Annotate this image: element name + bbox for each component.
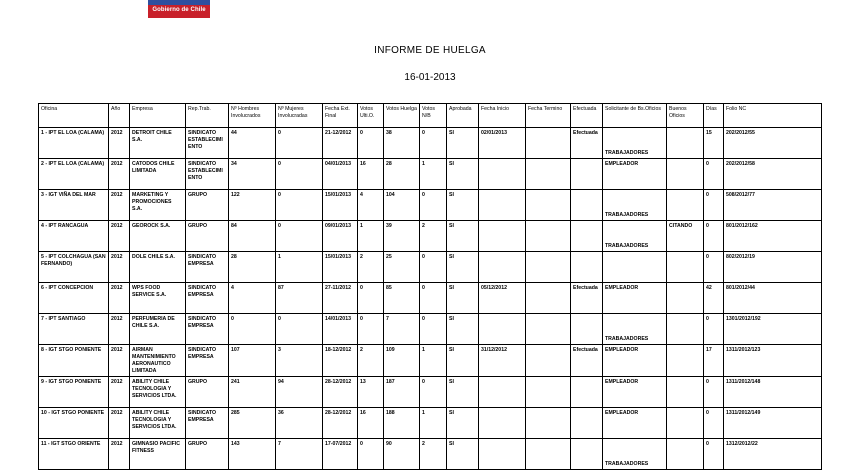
table-cell: 1311/2012/149 (724, 408, 822, 439)
table-cell: 0 (704, 439, 724, 470)
column-header: Buenos Oficios (667, 104, 704, 128)
table-cell (479, 408, 526, 439)
table-cell: 1 (420, 159, 447, 190)
table-cell (667, 159, 704, 190)
table-cell: 0 (704, 377, 724, 408)
table-cell: 2012 (109, 408, 130, 439)
table-cell: GRUPO (186, 377, 229, 408)
table-cell: 15/01/2013 (323, 252, 358, 283)
table-cell: TRABAJADORES (603, 221, 667, 252)
table-cell: 18-12/2012 (323, 345, 358, 377)
table-cell: GRUPO (186, 439, 229, 470)
table-cell: 0 (704, 314, 724, 345)
table-cell: SINDICATO EMPRESA (186, 283, 229, 314)
table-cell (571, 221, 603, 252)
table-cell: EMPLEADOR (603, 408, 667, 439)
column-header: Folio NC (724, 104, 822, 128)
gobierno-logo (148, 0, 210, 18)
table-cell: 2012 (109, 314, 130, 345)
column-header: Rep.Trab. (186, 104, 229, 128)
table-cell: 104 (384, 190, 420, 221)
table-cell (479, 159, 526, 190)
column-header: Año (109, 104, 130, 128)
table-cell (479, 439, 526, 470)
table-cell: 28-12/2012 (323, 377, 358, 408)
table-cell: 6 - IPT CONCEPCION (39, 283, 109, 314)
table-cell: SI (447, 221, 479, 252)
table-cell: 87 (276, 283, 323, 314)
table-row (39, 377, 822, 408)
table-cell: 0 (276, 221, 323, 252)
table-cell: 44 (229, 128, 276, 159)
table-cell: 1 (420, 345, 447, 377)
table-cell: 241 (229, 377, 276, 408)
table-cell: 202/2012/55 (724, 128, 822, 159)
table-cell: SINDICATO EMPRESA (186, 408, 229, 439)
table-cell: EMPLEADOR (603, 159, 667, 190)
column-header: Nº Hombres Involucrados (229, 104, 276, 128)
table-cell (526, 159, 571, 190)
table-cell: 188 (384, 408, 420, 439)
table-cell: GRUPO (186, 190, 229, 221)
table-cell: 8 - IGT STGO PONIENTE (39, 345, 109, 377)
table-cell: 11 - IGT STGO ORIENTE (39, 439, 109, 470)
table-row (39, 345, 822, 377)
table-cell: 107 (229, 345, 276, 377)
table-cell: 94 (276, 377, 323, 408)
table-cell (526, 408, 571, 439)
table-cell: 285 (229, 408, 276, 439)
table-cell: 17 (704, 345, 724, 377)
table-cell: 16 (358, 159, 384, 190)
table-cell: 0 (704, 221, 724, 252)
table-cell: 802/2012/19 (724, 252, 822, 283)
table-cell (667, 283, 704, 314)
table-cell: 0 (358, 128, 384, 159)
table-cell: 0 (276, 314, 323, 345)
table-cell: TRABAJADORES (603, 190, 667, 221)
table-cell: 508/2012/77 (724, 190, 822, 221)
table-cell (667, 314, 704, 345)
table-row (39, 190, 822, 221)
table-cell: ABILITY CHILE TECNOLOGIA Y SERVICIOS LTDA. (130, 408, 186, 439)
table-cell: 16 (358, 408, 384, 439)
table-cell: 109 (384, 345, 420, 377)
table-cell: 05/12/2012 (479, 283, 526, 314)
header-bar (0, 0, 860, 22)
column-header: Votos Huelga (384, 104, 420, 128)
table-cell: PERFUMERIA DE CHILE S.A. (130, 314, 186, 345)
table-cell (571, 314, 603, 345)
table-cell: 09/01/2013 (323, 221, 358, 252)
table-cell: 3 - IGT VIÑA DEL MAR (39, 190, 109, 221)
table-cell: 2012 (109, 283, 130, 314)
table-cell: SI (447, 128, 479, 159)
table-cell: 28 (384, 159, 420, 190)
table-cell: 0 (420, 283, 447, 314)
table-cell (479, 190, 526, 221)
table-cell: 0 (276, 128, 323, 159)
table-cell (667, 190, 704, 221)
table-cell (667, 345, 704, 377)
table-cell: EMPLEADOR (603, 345, 667, 377)
column-header: Fecha Ext. Final (323, 104, 358, 128)
table-cell: SI (447, 252, 479, 283)
table-cell (479, 377, 526, 408)
column-header: Votos N/B (420, 104, 447, 128)
table-cell: GEOROCK S.A. (130, 221, 186, 252)
table-cell (571, 252, 603, 283)
table-cell (667, 252, 704, 283)
table-cell: 0 (276, 190, 323, 221)
table-cell: 15/01/2013 (323, 190, 358, 221)
table-cell: SINDICATO ESTABLECIMIENTO (186, 159, 229, 190)
table-cell: 801/2012/44 (724, 283, 822, 314)
table-cell: 2 (358, 252, 384, 283)
table-cell: SI (447, 439, 479, 470)
column-header: Días (704, 104, 724, 128)
table-cell: 0 (229, 314, 276, 345)
table-cell: EMPLEADOR (603, 377, 667, 408)
table-cell: 14/01/2013 (323, 314, 358, 345)
table-cell: 0 (358, 439, 384, 470)
table-cell: 2012 (109, 252, 130, 283)
table-cell: 202/2012/58 (724, 159, 822, 190)
table-cell (526, 128, 571, 159)
table-cell: SI (447, 408, 479, 439)
table-cell: 0 (704, 190, 724, 221)
table-cell: 28-12/2012 (323, 408, 358, 439)
table-header-row (39, 104, 822, 128)
table-cell: 2012 (109, 159, 130, 190)
table-cell: 2012 (109, 377, 130, 408)
table-cell: SINDICATO EMPRESA (186, 252, 229, 283)
table-cell: CATODOS CHILE LIMITADA (130, 159, 186, 190)
report-title: INFORME DE HUELGA (374, 45, 486, 56)
table-cell: 28 (229, 252, 276, 283)
table-cell: DETROIT CHILE S.A. (130, 128, 186, 159)
column-header: Oficina (39, 104, 109, 128)
table-cell: 2 - IPT EL LOA (CALAMA) (39, 159, 109, 190)
table-cell: 2 (358, 345, 384, 377)
table-cell (526, 283, 571, 314)
table-cell: 7 - IPT SANTIAGO (39, 314, 109, 345)
table-cell: 1 (276, 252, 323, 283)
table-cell: SI (447, 283, 479, 314)
table-cell: 38 (384, 128, 420, 159)
table-cell: 3 (276, 345, 323, 377)
table-cell: 42 (704, 283, 724, 314)
table-cell (526, 252, 571, 283)
table-cell: 0 (276, 159, 323, 190)
table-cell: 34 (229, 159, 276, 190)
table-cell: TRABAJADORES (603, 314, 667, 345)
table-cell: AIRMAN MANTENIMIENTO AERONAUTICO LIMITADA (130, 345, 186, 377)
table-cell (571, 190, 603, 221)
table-cell: 27-11/2012 (323, 283, 358, 314)
table-cell: EMPLEADOR (603, 283, 667, 314)
table-cell: SI (447, 314, 479, 345)
table-cell: 4 (229, 283, 276, 314)
strike-report-table (38, 103, 822, 470)
table-cell: 1311/2012/123 (724, 345, 822, 377)
table-cell: 31/12/2012 (479, 345, 526, 377)
table-cell: 7 (276, 439, 323, 470)
table-cell: Efectuada (571, 283, 603, 314)
table-body (39, 128, 822, 470)
table-cell: 143 (229, 439, 276, 470)
table-cell (571, 439, 603, 470)
table-cell: 4 (358, 190, 384, 221)
table-cell: 21-12/2012 (323, 128, 358, 159)
table-cell: 5 - IPT COLCHAGUA (SAN FERNANDO) (39, 252, 109, 283)
column-header: Solicitante de Bs.Oficios (603, 104, 667, 128)
table-cell: 25 (384, 252, 420, 283)
table-cell: SI (447, 159, 479, 190)
logo-text: Gobierno de Chile (152, 7, 206, 13)
table-cell: 187 (384, 377, 420, 408)
table-cell: 90 (384, 439, 420, 470)
table-cell: 17-07/2012 (323, 439, 358, 470)
table-cell: 122 (229, 190, 276, 221)
table-cell (526, 221, 571, 252)
table-cell: 2 (420, 221, 447, 252)
table-cell: 1312/2012/22 (724, 439, 822, 470)
table-cell: SI (447, 345, 479, 377)
column-header: Votos Ulti.O. (358, 104, 384, 128)
table-cell: 10 - IGT STGO PONIENTE (39, 408, 109, 439)
table-cell: 0 (704, 159, 724, 190)
table-cell (571, 408, 603, 439)
table-cell: 2012 (109, 345, 130, 377)
table-cell: TRABAJADORES (603, 128, 667, 159)
table-cell: 0 (704, 252, 724, 283)
table-cell: TRABAJADORES (603, 439, 667, 470)
table-cell (479, 221, 526, 252)
table-cell (667, 439, 704, 470)
table-cell: 1 (358, 221, 384, 252)
column-header: Aprobada (447, 104, 479, 128)
table-cell: 0 (358, 283, 384, 314)
table-cell: 2 (420, 439, 447, 470)
column-header: Fecha Inicio (479, 104, 526, 128)
table-cell: CITANDO (667, 221, 704, 252)
table-row (39, 221, 822, 252)
table-cell: 2012 (109, 128, 130, 159)
table-cell: 39 (384, 221, 420, 252)
column-header: Nº Mujeres Involucradas (276, 104, 323, 128)
table-cell: 1 - IPT EL LOA (CALAMA) (39, 128, 109, 159)
table-cell (526, 377, 571, 408)
table-row (39, 408, 822, 439)
table-cell: 85 (384, 283, 420, 314)
table-cell: 0 (420, 190, 447, 221)
table-row (39, 314, 822, 345)
table-cell (526, 439, 571, 470)
table-cell (603, 252, 667, 283)
table-cell: GRUPO (186, 221, 229, 252)
table-cell: 84 (229, 221, 276, 252)
report-date: 16-01-2013 (404, 72, 456, 83)
table-row (39, 159, 822, 190)
table-cell: 1311/2012/148 (724, 377, 822, 408)
table-cell: 2012 (109, 221, 130, 252)
table-cell: 0 (704, 408, 724, 439)
column-header: Fecha Termino (526, 104, 571, 128)
table-cell (479, 314, 526, 345)
table-cell: 0 (358, 314, 384, 345)
table-cell (526, 345, 571, 377)
table-cell: 13 (358, 377, 384, 408)
table-cell (526, 314, 571, 345)
table-cell (667, 377, 704, 408)
table-cell (667, 408, 704, 439)
table-cell: 02/01/2013 (479, 128, 526, 159)
table-cell: SI (447, 190, 479, 221)
table-row (39, 283, 822, 314)
table-cell: 1 (420, 408, 447, 439)
table-cell (571, 377, 603, 408)
table-cell (667, 128, 704, 159)
table-cell: Efectuada (571, 345, 603, 377)
table-cell: ABILITY CHILE TECNOLOGIA Y SERVICIOS LTDA. (130, 377, 186, 408)
table-cell: 0 (420, 314, 447, 345)
table-cell: 2012 (109, 439, 130, 470)
table-cell: DOLE CHILE S.A. (130, 252, 186, 283)
table-cell: 4 - IPT RANCAGUA (39, 221, 109, 252)
table-cell: 2012 (109, 190, 130, 221)
table-cell (479, 252, 526, 283)
table-cell: 801/2012/162 (724, 221, 822, 252)
table-cell: Efectuada (571, 128, 603, 159)
table-cell: 04/01/2013 (323, 159, 358, 190)
table-cell (526, 190, 571, 221)
table-cell: MARKETING Y PROMOCIONES S.A. (130, 190, 186, 221)
table-cell: SINDICATO EMPRESA (186, 345, 229, 377)
table-cell (571, 159, 603, 190)
table-row (39, 128, 822, 159)
table-cell: SINDICATO EMPRESA (186, 314, 229, 345)
table-row (39, 439, 822, 470)
table-cell: SI (447, 377, 479, 408)
table-cell: 9 - IGT STGO PONIENTE (39, 377, 109, 408)
table-cell: 0 (420, 377, 447, 408)
table-cell: 15 (704, 128, 724, 159)
table-cell: 7 (384, 314, 420, 345)
column-header: Efectuada (571, 104, 603, 128)
table-cell: 0 (420, 252, 447, 283)
column-header: Empresa (130, 104, 186, 128)
table-row (39, 252, 822, 283)
table-cell: SINDICATO ESTABLECIMIENTO (186, 128, 229, 159)
table-cell: WPS FOOD SERVICE S.A. (130, 283, 186, 314)
table-cell: GIMNASIO PACIFIC FITNESS (130, 439, 186, 470)
table-cell: 1301/2012/192 (724, 314, 822, 345)
table-cell: 36 (276, 408, 323, 439)
table-cell: 0 (420, 128, 447, 159)
